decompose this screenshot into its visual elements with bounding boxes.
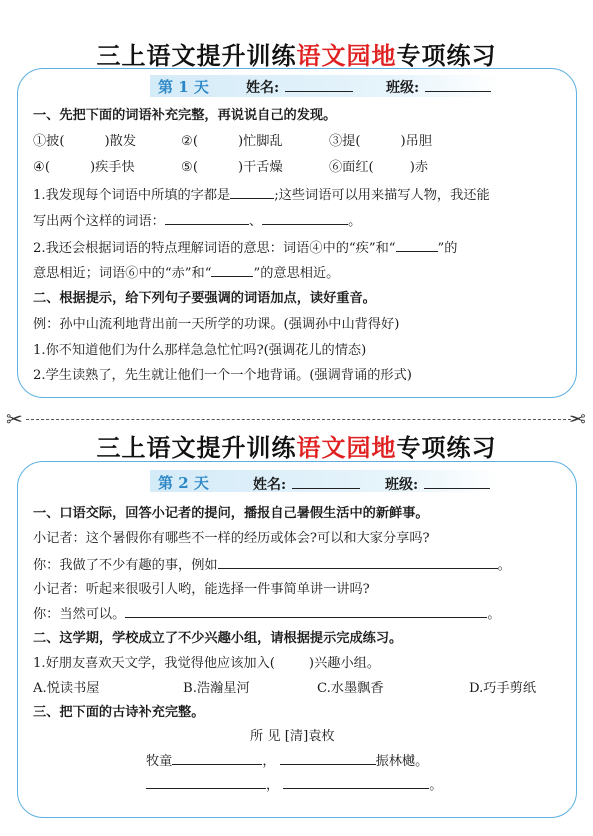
day1-label: 第 1 天 [158,78,209,96]
day1-q1-line1: 1.我发现每个词语中所填的字都是 ;这些词语可以用来描写人物，我还能 [33,188,490,203]
scissors-icon: ✂ [569,407,586,431]
day2-section3-heading: 三、把下面的古诗补充完整。 [33,705,205,720]
day1-q1-line2: 写出两个这样的词语： 、 。 [33,214,362,229]
day1-name-field[interactable]: 姓名: [246,77,353,97]
day1-section1-heading: 一、先把下面的词语补充完整，再说说自己的发现。 [33,108,337,123]
day1-word-row-2: ④( )疾手快 ⑤( )干舌燥 ⑥面红( )赤 [33,160,429,175]
worksheet-title-1: 三上语文提升训练语文园地专项练习 [96,42,497,70]
day2-class-field[interactable]: 班级: [385,474,490,494]
day1-example: 例：孙中山流利地背出前一天所学的功课。(强调孙中山背得好) [33,317,400,332]
day1-section2-heading: 二、根据提示，给下列句子要强调的词语加点，读好重音。 [33,291,376,306]
worksheet-title-2: 三上语文提升训练语文园地专项练习 [96,434,497,462]
cut-line [26,419,571,420]
option-a[interactable]: A.悦读书屋 [33,681,100,696]
day1-word-row-1: ①披( )散发 ②( )忙脚乱 ③提( )吊胆 [33,134,433,149]
day2-name-field[interactable]: 姓名: [253,474,360,494]
day2-dialog-3: 小记者：听起来很吸引人哟，能选择一件事简单讲一讲吗? [33,582,370,597]
day1-class-field[interactable]: 班级: [386,77,491,97]
option-b[interactable]: B.浩瀚星河 [183,681,250,696]
day2-dialog-2: 你：我做了不少有趣的事，例如 。 [33,558,511,573]
poem-title: 所 见 [清]袁枚 [250,729,335,744]
poem-line-2: ， 。 [146,776,442,795]
scissors-icon: ✂ [6,407,23,431]
day2-section1-heading: 一、口语交际，回答小记者的提问，播报自己暑假生活中的新鲜事。 [33,506,429,521]
day2-dialog-4: 你：当然可以。 。 [33,607,501,622]
day1-q2-line2: 意思相近；词语⑥中的“赤”和“ ”的意思相近。 [33,266,340,281]
day2-dialog-1: 小记者：这个暑假你有哪些不一样的经历或体会?可以和大家分享吗? [33,531,430,546]
day1-s2-q2: 2.学生读熟了，先生就让他们一个一个地背诵。(强调背诵的形式) [33,368,412,383]
poem-line-1: 牧童 ， 振林樾。 [146,754,429,769]
day2-options [33,680,536,698]
option-c[interactable]: C.水墨飘香 [317,681,384,696]
option-d[interactable]: D.巧手剪纸 [469,681,537,696]
day2-label: 第 2 天 [158,474,209,492]
day1-q2-line1: 2.我还会根据词语的特点理解词语的意思：词语④中的“疾”和“ ”的 [33,241,458,256]
day2-s2-q1: 1.好朋友喜欢天文学，我觉得他应该加入( )兴趣小组。 [33,656,381,671]
day1-s2-q1: 1.你不知道他们为什么那样急急忙忙吗?(强调花儿的情态) [33,343,367,358]
day2-section2-heading: 二、这学期，学校成立了不少兴趣小组，请根据提示完成练习。 [33,631,403,646]
